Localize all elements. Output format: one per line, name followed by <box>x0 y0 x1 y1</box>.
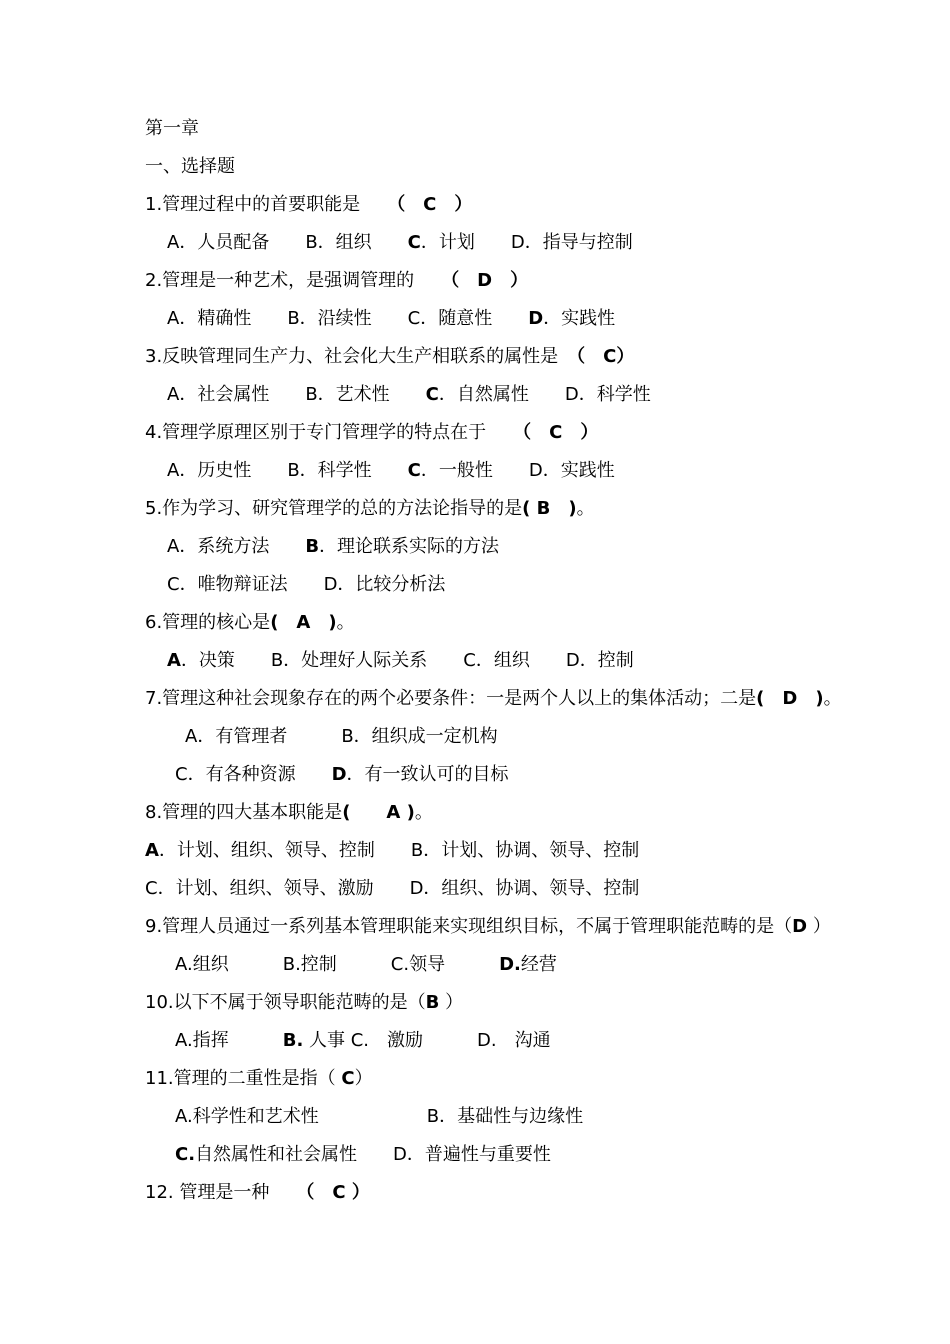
question-2-stem <box>145 262 940 300</box>
text-segment: ．计划 D．指导与控制 <box>420 232 633 253</box>
text-segment: A.指挥 <box>175 1030 283 1051</box>
answer-bold-text: D <box>331 764 347 785</box>
text-segment: A．有管理者 B．组织成一定机构 <box>185 726 498 747</box>
text-segment: A.组织 B.控制 C.领导 <box>175 954 500 975</box>
text-segment: 人事 C. 激励 D. 沟通 <box>303 1030 551 1051</box>
chapter-title <box>145 110 940 148</box>
questions-container <box>145 186 940 1212</box>
text-segment: 。 <box>576 498 595 519</box>
question-5-stem <box>145 490 940 528</box>
text-segment: 4.管理学原理区别于专门管理学的特点在于 <box>145 422 523 443</box>
text-segment: 8.管理的四大基本职能是 <box>145 802 343 823</box>
text-segment: ．一般性 D．实践性 <box>420 460 615 481</box>
question-9-stem <box>145 908 940 946</box>
answer-bold-text: C <box>425 384 439 405</box>
text-segment: A．人员配备 B．组织 <box>167 232 408 253</box>
question-8-options-line-2 <box>145 870 940 908</box>
question-8-stem <box>145 794 940 832</box>
text-segment: 自然属性和社会属性 D．普遍性与重要性 <box>195 1144 551 1165</box>
question-9-options-line-1 <box>145 946 940 984</box>
text-segment: 2.管理是一种艺术，是强调管理的 <box>145 270 451 291</box>
question-4-options-line-1 <box>145 452 940 490</box>
text-segment: C．唯物辩证法 D．比较分析法 <box>167 574 446 595</box>
text-segment: 11.管理的二重性是指（ <box>145 1068 342 1089</box>
text-segment: ．有一致认可的目标 <box>346 764 509 785</box>
question-3-options-line-1 <box>145 376 940 414</box>
text-segment: 10.以下不属于领导职能范畴的是（ <box>145 992 426 1013</box>
answer-bold-text: ( A ) <box>342 802 415 823</box>
answer-bold-text: C <box>341 1068 355 1089</box>
text-segment: 6.管理的核心是 <box>145 612 271 633</box>
answer-bold-text: B <box>425 992 440 1013</box>
question-1-stem <box>145 186 940 224</box>
text-segment: ） <box>354 1068 373 1089</box>
section-title <box>145 148 940 186</box>
question-6-options-line-1 <box>145 642 940 680</box>
section-title-text: 一、选择题 <box>145 156 235 177</box>
question-3-stem <box>145 338 940 376</box>
question-1-options-line-1 <box>145 224 940 262</box>
text-segment: A．精确性 B．沿续性 C．随意性 <box>167 308 529 329</box>
text-segment: 1.管理过程中的首要职能是 <box>145 194 397 215</box>
answer-bold-text: D <box>792 916 808 937</box>
question-5-options-line-1 <box>145 528 940 566</box>
question-12-stem <box>145 1174 940 1212</box>
text-segment: 。 <box>336 612 355 633</box>
text-segment: A．系统方法 <box>167 536 306 557</box>
question-7-stem <box>145 680 940 718</box>
text-segment: C．计划、组织、领导、激励 D．组织、协调、领导、控制 <box>145 878 640 899</box>
text-segment: ．实践性 <box>543 308 616 329</box>
answer-bold-text: （ D ） <box>450 270 529 291</box>
question-7-options-line-1 <box>145 718 940 756</box>
answer-bold-text: A <box>145 840 159 861</box>
text-segment: A.科学性和艺术性 B．基础性与边缘性 <box>175 1106 584 1127</box>
text-segment: ．决策 B．处理好人际关系 C．组织 D．控制 <box>180 650 634 671</box>
text-segment: 12. 管理是一种 <box>145 1182 306 1203</box>
answer-bold-text: C <box>407 460 421 481</box>
question-4-stem <box>145 414 940 452</box>
answer-bold-text: ( D ) <box>756 688 824 709</box>
text-segment: 。 <box>823 688 842 709</box>
question-10-stem <box>145 984 940 1022</box>
text-segment: 经营 <box>520 954 557 975</box>
question-11-stem <box>145 1060 940 1098</box>
question-5-options-line-2 <box>145 566 940 604</box>
answer-bold-text: ( B ) <box>522 498 577 519</box>
answer-bold-text: C. <box>175 1144 196 1165</box>
answer-bold-text: （ C ） <box>305 1182 370 1203</box>
question-11-options-line-2 <box>145 1136 940 1174</box>
question-7-options-line-2 <box>145 756 940 794</box>
answer-bold-text: （ C） <box>576 346 635 367</box>
answer-bold-text: ( A ) <box>270 612 337 633</box>
question-8-options-line-1 <box>145 832 940 870</box>
question-2-options-line-1 <box>145 300 940 338</box>
text-segment: A．历史性 B．科学性 <box>167 460 408 481</box>
text-segment: 。 <box>414 802 433 823</box>
text-segment: ．计划、组织、领导、控制 B．计划、协调、领导、控制 <box>158 840 640 861</box>
question-11-options-line-1 <box>145 1098 940 1136</box>
chapter-title-text: 第一章 <box>145 118 199 139</box>
answer-bold-text: D <box>528 308 544 329</box>
text-segment: ） <box>439 992 464 1013</box>
answer-bold-text: C <box>407 232 421 253</box>
question-6-stem <box>145 604 940 642</box>
answer-bold-text: （ C ） <box>522 422 599 443</box>
text-segment: ） <box>807 916 831 937</box>
text-segment: ．理论联系实际的方法 <box>319 536 500 557</box>
text-segment: 5.作为学习、研究管理学的总的方法论指导的是 <box>145 498 523 519</box>
text-segment: A．社会属性 B．艺术性 <box>167 384 426 405</box>
answer-bold-text: A <box>167 650 181 671</box>
answer-bold-text: B. <box>282 1030 304 1051</box>
answer-bold-text: B <box>305 536 320 557</box>
text-segment: 3.反映管理同生产力、社会化大生产相联系的属性是 <box>145 346 577 367</box>
text-segment: 7.管理这种社会现象存在的两个必要条件：一是两个人以上的集体活动；二是 <box>145 688 757 709</box>
question-10-options-line-1 <box>145 1022 940 1060</box>
text-segment: ．自然属性 D．科学性 <box>438 384 651 405</box>
text-segment: C．有各种资源 <box>175 764 332 785</box>
answer-bold-text: （ C ） <box>396 194 473 215</box>
answer-bold-text: D. <box>499 954 521 975</box>
text-segment: 9.管理人员通过一系列基本管理职能来实现组织目标，不属于管理职能范畴的是（ <box>145 916 793 937</box>
